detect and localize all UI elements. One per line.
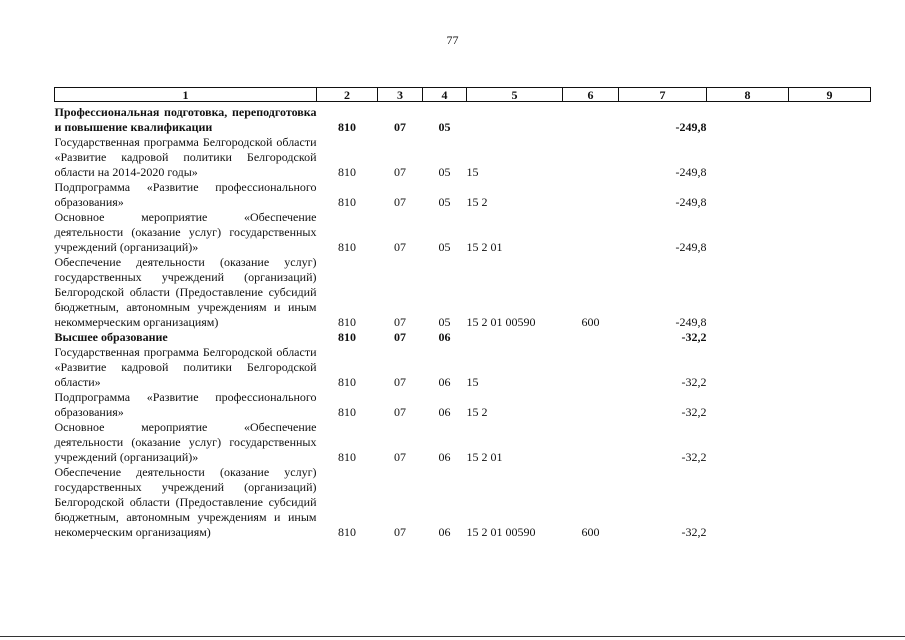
row-section-code: 07 (394, 195, 406, 209)
table-row (55, 420, 871, 465)
empty-cell (707, 465, 789, 540)
row-target-article (467, 105, 563, 135)
row-amount: -32,2 (681, 525, 707, 539)
empty-cell (707, 390, 789, 420)
row-ministry-code: 810 (338, 240, 356, 254)
bottom-rule (0, 636, 905, 637)
column-header-8: 8 (707, 88, 789, 102)
table-row (55, 210, 871, 255)
row-name: Государственная программа Белгородской области «Развитие кадровой политики Белгородской области на 2014-2020 годы» (54, 135, 317, 179)
row-amount: -249,8 (675, 195, 707, 209)
row-target-article (467, 330, 563, 345)
row-name: Обеспечение деятельности (оказание услуг) государственных учреждений (организаций) Белгородской области (Предоставление субсидий бюджетным, автономным учреждениям и иным некоммерческим организациям) (54, 255, 317, 329)
table-row (55, 255, 871, 330)
row-expense-type (563, 180, 619, 210)
row-subsection-code: 05 (438, 120, 451, 134)
row-target-article: 15 2 01 00590 (466, 315, 536, 329)
empty-cell (789, 390, 871, 420)
table-row (55, 105, 871, 135)
column-header-7: 7 (619, 88, 707, 102)
row-amount: -32,2 (681, 375, 707, 389)
empty-cell (707, 345, 789, 390)
empty-cell (707, 210, 789, 255)
row-subsection-code: 06 (438, 450, 451, 464)
empty-cell (707, 255, 789, 330)
empty-cell (707, 420, 789, 465)
row-expense-type (563, 105, 619, 135)
row-expense-type (563, 330, 619, 345)
row-expense-type (563, 135, 619, 180)
row-target-article: 15 2 01 (466, 240, 503, 254)
row-section-code: 07 (394, 405, 406, 419)
table-row (55, 180, 871, 210)
row-ministry-code: 810 (338, 450, 356, 464)
row-amount: -249,8 (675, 165, 707, 179)
row-ministry-code: 810 (338, 315, 356, 329)
budget-table (54, 87, 871, 540)
row-name: Подпрограмма «Развитие профессионального образования» (54, 180, 317, 209)
empty-cell (789, 210, 871, 255)
row-section-code: 07 (394, 330, 406, 344)
header-row (55, 88, 871, 102)
row-subsection-code: 05 (438, 165, 451, 179)
row-expense-type: 600 (581, 315, 600, 329)
column-header-4: 4 (423, 88, 467, 102)
empty-cell (789, 420, 871, 465)
row-ministry-code: 810 (338, 375, 356, 389)
row-expense-type (563, 210, 619, 255)
table-row (55, 135, 871, 180)
row-amount: -249,8 (675, 120, 707, 134)
empty-cell (707, 105, 789, 135)
table-row (55, 465, 871, 540)
empty-cell (707, 135, 789, 180)
column-header-6: 6 (563, 88, 619, 102)
row-target-article: 15 (466, 375, 479, 389)
row-expense-type: 600 (581, 525, 600, 539)
row-subsection-code: 05 (438, 315, 451, 329)
row-expense-type (563, 390, 619, 420)
row-section-code: 07 (394, 525, 406, 539)
column-header-9: 9 (789, 88, 871, 102)
row-subsection-code: 05 (438, 240, 451, 254)
row-section-code: 07 (394, 450, 406, 464)
table-row (55, 330, 871, 345)
row-subsection-code: 06 (438, 405, 451, 419)
row-target-article: 15 2 (466, 405, 488, 419)
row-amount: -32,2 (681, 330, 707, 344)
row-ministry-code: 810 (338, 120, 356, 134)
row-section-code: 07 (394, 315, 406, 329)
empty-cell (789, 465, 871, 540)
table-row (55, 390, 871, 420)
row-section-code: 07 (394, 240, 406, 254)
page-number: 77 (446, 33, 459, 47)
row-name: Основное мероприятие «Обеспечение деятельности (оказание услуг) государственных учреждений (организаций)» (54, 420, 317, 464)
empty-cell (789, 105, 871, 135)
row-section-code: 07 (394, 375, 406, 389)
row-section-code: 07 (394, 165, 406, 179)
row-name: Обеспечение деятельности (оказание услуг) государственных учреждений (организаций) Белгородской области (Предоставление субсидий бюджетным, автономным учреждениям и иным некомерческим организациям) (54, 465, 317, 539)
row-name: Основное мероприятие «Обеспечение деятельности (оказание услуг) государственных учреждений (организаций)» (54, 210, 317, 254)
table-row (55, 345, 871, 390)
row-ministry-code: 810 (338, 405, 356, 419)
empty-cell (707, 330, 789, 345)
row-amount: -32,2 (681, 405, 707, 419)
row-ministry-code: 810 (338, 165, 356, 179)
row-name: Подпрограмма «Развитие профессионального образования» (54, 390, 317, 419)
empty-cell (707, 180, 789, 210)
row-name: Высшее образование (54, 330, 168, 344)
row-target-article: 15 2 01 (466, 450, 503, 464)
row-target-article: 15 2 (466, 195, 488, 209)
row-target-article: 15 (466, 165, 479, 179)
row-ministry-code: 810 (338, 195, 356, 209)
row-expense-type (563, 345, 619, 390)
empty-cell (789, 135, 871, 180)
row-subsection-code: 05 (438, 195, 451, 209)
row-target-article: 15 2 01 00590 (466, 525, 536, 539)
column-header-5: 5 (467, 88, 563, 102)
row-section-code: 07 (394, 120, 406, 134)
row-ministry-code: 810 (338, 330, 356, 344)
row-subsection-code: 06 (438, 330, 451, 344)
column-header-2: 2 (317, 88, 378, 102)
empty-cell (789, 180, 871, 210)
empty-cell (789, 255, 871, 330)
column-header-1: 1 (55, 88, 317, 102)
row-amount: -249,8 (675, 240, 707, 254)
table-body (55, 102, 871, 541)
row-amount: -249,8 (675, 315, 707, 329)
row-subsection-code: 06 (438, 525, 451, 539)
row-amount: -32,2 (681, 450, 707, 464)
row-subsection-code: 06 (438, 375, 451, 389)
empty-cell (789, 345, 871, 390)
empty-cell (789, 330, 871, 345)
row-expense-type (563, 420, 619, 465)
row-ministry-code: 810 (338, 525, 356, 539)
row-name: Государственная программа Белгородской области «Развитие кадровой политики Белгородской области» (54, 345, 317, 389)
column-header-3: 3 (378, 88, 423, 102)
row-name: Профессиональная подготовка, переподготовка и повышение квалификации (54, 105, 317, 134)
